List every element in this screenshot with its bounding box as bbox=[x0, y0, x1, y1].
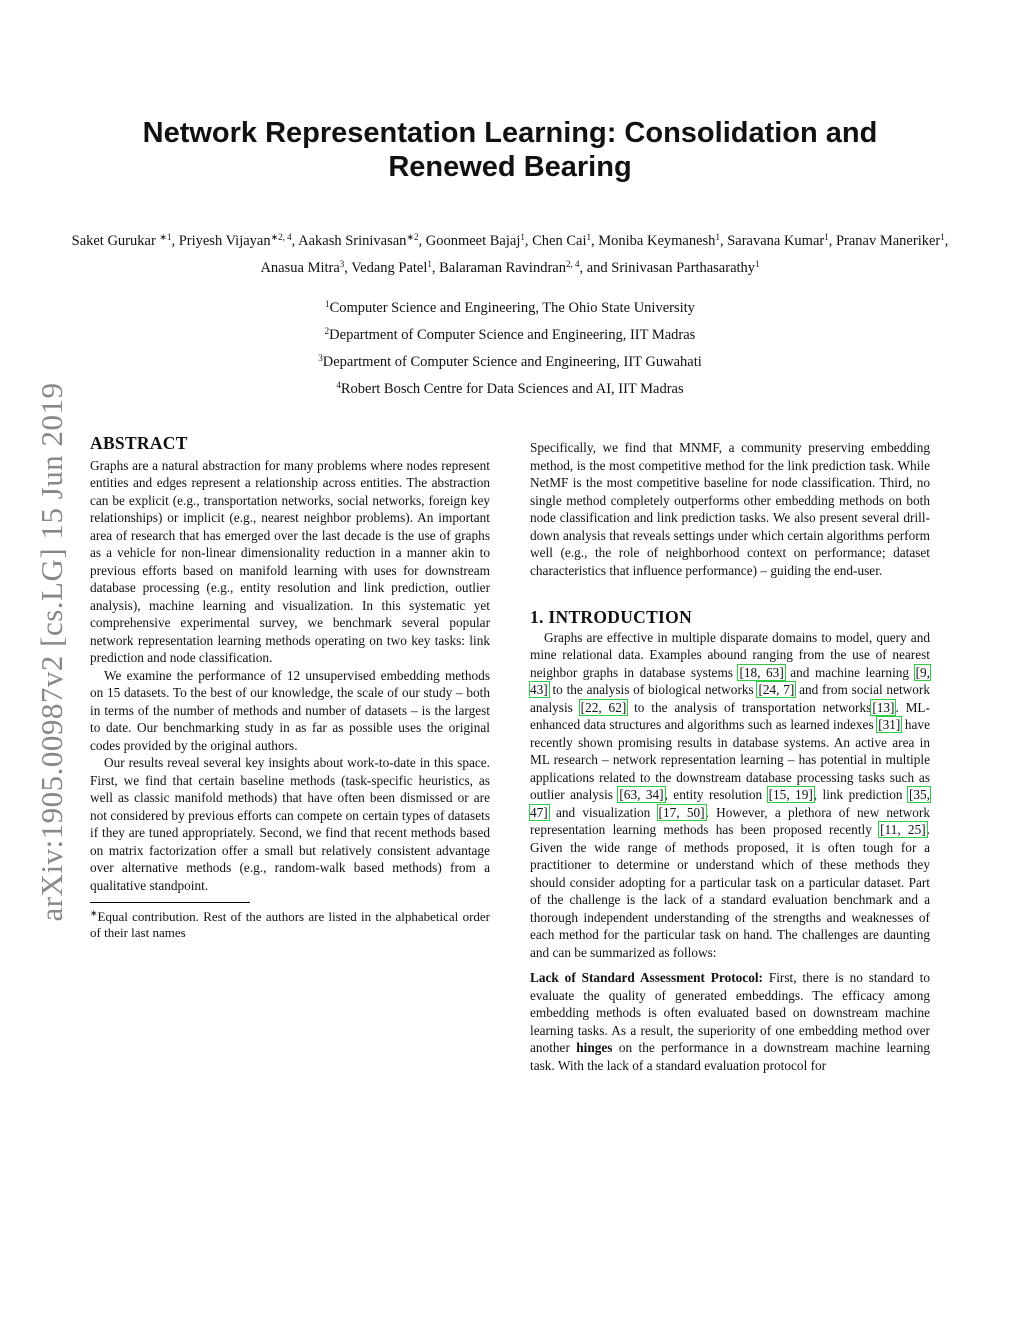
introduction-heading: 1. INTRODUCTION bbox=[530, 607, 693, 627]
citation-link[interactable]: [31] bbox=[878, 717, 901, 732]
author: Saravana Kumar$^1$ bbox=[727, 232, 829, 249]
right-column bbox=[530, 439, 930, 1074]
citation-link[interactable]: [13] bbox=[872, 699, 895, 715]
lack-of-protocol-paragraph: Lack of Standard Assessment Protocol: First, there is no standard to evaluate the quality of generated embeddings. The efficacy among embedding methods is often evaluated based on downstream machine learning tasks. As a result, the superiority of one embedding method over another hinges on the performance in a downstream machine learning task. With the lack of a standard evaluation protocol for bbox=[530, 970, 930, 1073]
affiliation: $^2$Department of Computer Science and Engineering, IIT Madras bbox=[324, 326, 696, 343]
citation-link[interactable]: [15, 19] bbox=[768, 787, 813, 802]
citation-link[interactable]: [17, 50] bbox=[658, 804, 705, 820]
citation-link[interactable]: [22, 62] bbox=[580, 699, 627, 715]
footnote: ∗Equal contribution. Rest of the authors are listed in the alphabetical order of their last names bbox=[90, 908, 490, 940]
citation-link[interactable]: [63, 34] bbox=[619, 787, 664, 802]
introduction-paragraph: Graphs are effective in multiple disparate domains to model, query and mine relational data. Examples abound ranging from the use of nearest neighbor graphs in database systems [18, 63] and machine learning [9, 43] to the analysis of biological networks [24, 7] and from social network analysis [22, 62] to the analysis of transportation networks[13]. ML-enhanced data structures and algorithms such as learned indexes [31] have recently shown promising results in database systems. An active area in ML research – network representation learning – has potential in multiple applications related to the downstream database processing tasks such as outlier analysis [63, 34], entity resolution [15, 19], link prediction [35, 47] and visualization [17, 50]. However, a plethora of new network representation learning methods has been proposed recently [11, 25]. Given the wide range of methods proposed, it is often tough for a practitioner to determine or understand which of these methods they should consider adopting for a particular task on a particular dataset. Part of the challenge is the lack of a standard evaluation benchmark and a thorough independent understanding of the strengths and weaknesses of each method for the particular task on hand. The challenges are daunting and can be summarized as follows: bbox=[530, 629, 930, 960]
author: Saket Gurukar $^{∗1}$ bbox=[71, 232, 172, 249]
paper-title: Network Representation Learning: Consolidation and Renewed Bearing bbox=[142, 117, 878, 183]
abstract-continuation: Specifically, we find that MNMF, a community preserving embedding method, is the most competitive method for the link prediction task. While NetMF is the most competitive baseline for node classification. Third, no single method completely outperforms other embedding methods on both node classification and link prediction tasks. We also present several drill-down analysis that reveals settings under which certain algorithms perform well (e.g., the role of neighborhood context on performance; dataset characteristics that influence performance) – guiding the end-user. bbox=[530, 440, 930, 578]
arxiv-identifier[interactable]: arXiv:1905.00987v2 [cs.LG] 15 Jun 2019 bbox=[34, 382, 69, 922]
affiliation: $^3$Department of Computer Science and Engineering, IIT Guwahati bbox=[318, 353, 702, 370]
author: Moniba Keymanesh$^1$ bbox=[598, 232, 720, 249]
citation-link[interactable]: [18, 63] bbox=[739, 664, 784, 680]
citation-link[interactable]: [9, 43] bbox=[530, 664, 930, 697]
authors-conjunction: and bbox=[586, 260, 608, 276]
affiliation: $^4$Robert Bosch Centre for Data Sciences and AI, IIT Madras bbox=[336, 380, 684, 397]
abstract-paragraph: We examine the performance of 12 unsupervised embedding methods on 15 datasets. To the best of our knowledge, the scale of our study – both in terms of the number of methods and number of datasets – is the largest to date. Our benchmarking study in as far as possible uses the original codes provided by the original authors. bbox=[90, 667, 490, 753]
author: Anasua Mitra$^3$ bbox=[260, 259, 345, 276]
affiliation: $^1$Computer Science and Engineering, The Ohio State University bbox=[325, 299, 695, 316]
citation-link[interactable]: [35, 47] bbox=[530, 787, 930, 820]
citation-link[interactable]: [11, 25] bbox=[880, 822, 926, 837]
author: Aakash Srinivasan$^{∗2}$ bbox=[298, 232, 419, 249]
author: Priyesh Vijayan$^{∗2, 4}$ bbox=[178, 232, 292, 249]
author: Vedang Patel$^1$ bbox=[351, 259, 432, 276]
citation-link[interactable]: [24, 7] bbox=[758, 682, 795, 697]
author: Srinivasan Parthasarathy$^1$ bbox=[611, 259, 760, 276]
author: Goonmeet Bajaj$^1$ bbox=[425, 232, 525, 249]
abstract-paragraph: Our results reveal several key insights about work-to-date in this space. First, we find that certain baseline methods (task-specific heuristics, as well as classic manifold methods) that have often been dismissed or are not considered by previous efforts can compete on certain types of datasets if they are tuned appropriately. Second, we find that recent methods based on matrix factorization offer a small but relatively consistent advantage over alternative methods (e.g., random-walk based methods) from a qualitative standpoint. bbox=[90, 755, 490, 893]
left-column bbox=[90, 435, 490, 941]
footnote-rule bbox=[90, 902, 250, 903]
paragraph-label: Lack of Standard Assessment Protocol: bbox=[530, 970, 763, 985]
author: Chen Cai$^1$ bbox=[532, 232, 591, 249]
author: Pranav Maneriker$^1$ bbox=[835, 232, 945, 249]
author: Balaraman Ravindran$^{2, 4}$ bbox=[439, 259, 580, 276]
abstract-paragraph: Graphs are a natural abstraction for many problems where nodes represent entities and edges represent a relationship across entities. The abstraction can be explicit (e.g., transportation networks, social networks, foreign key relationships) or implicit (e.g., nearest neighbor problems). An important area of research that has emerged over the last decade is the use of graphs as a vehicle for non-linear dimensionality reduction in a manner akin to previous efforts based on manifold learning with uses for downstream database processing (e.g., entity resolution and link prediction, outlier analysis), machine learning and visualization. In this systematic yet comprehensive experimental survey, we benchmark several popular network representation learning methods operating on two key tasks: link prediction and node classification. bbox=[90, 457, 490, 665]
abstract-heading: ABSTRACT bbox=[90, 433, 188, 453]
author-list: Saket Gurukar $^{∗1}$, Priyesh Vijayan$^{∗2, 4}$, Aakash Srinivasan$^{∗2}$, Goonmeet Bajaj$^1$, Chen Cai$^1$, Moniba Keymanesh$^1$, Saravana Kumar$^1$, Pranav Maneriker$^1$, Anasua Mitra$^3$, Vedang Patel$^1$, Balaraman Ravindran$^{2, 4}$, and Srinivasan Parthasarathy$^1$ bbox=[71, 232, 949, 276]
